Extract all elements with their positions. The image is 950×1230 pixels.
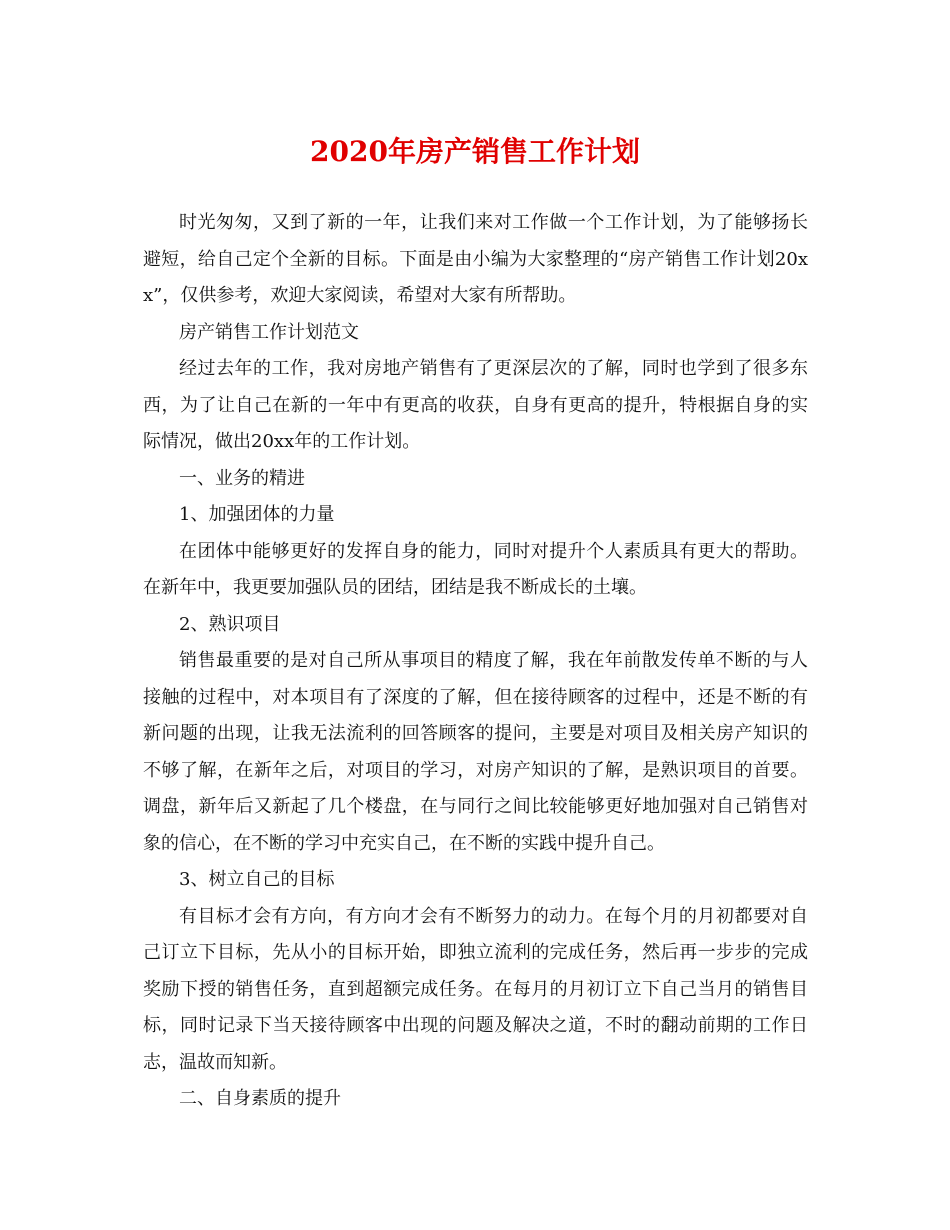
section-label-sample: 房产销售工作计划范文 (179, 321, 359, 343)
subheading-goals: 3、树立自己的目标 (179, 869, 335, 890)
document-title: 2020年房产销售工作计划 (310, 135, 640, 168)
subheading-team: 1、加强团体的力量 (179, 504, 335, 525)
section-heading-business: 一、业务的精进 (179, 467, 305, 489)
document-body (143, 205, 808, 1118)
intro-paragraph: 时光匆匆，又到了新的一年，让我们来对工作做一个工作计划，为了能够扬长避短，给自己定个全新的目标。下面是由小编为大家整理的“房产销售工作计划20xx”，仅供参考，欢迎大家阅读，希望对大家有所帮助。 (143, 212, 808, 306)
overview-paragraph: 经过去年的工作，我对房地产销售有了更深层次的了解，同时也学到了很多东西，为了让自己在新的一年中有更高的收获，自身有更高的提升，特根据自身的实际情况，做出20xx年的工作计划。 (143, 358, 808, 452)
project-paragraph: 销售最重要的是对自己所从事项目的精度了解，我在年前散发传单不断的与人接触的过程中，对本项目有了深度的了解，但在接待顾客的过程中，还是不断的有新问题的出现，让我无法流利的回答顾客的提问，主要是对项目及相关房产知识的不够了解，在新年之后，对项目的学习，对房产知识的了解，是熟识项目的首要。调盘，新年后又新起了几个楼盘，在与同行之间比较能够更好地加强对自己销售对象的信心，在不断的学习中充实自己，在不断的实践中提升自己。 (143, 650, 808, 854)
team-paragraph: 在团体中能够更好的发挥自身的能力，同时对提升个人素质具有更大的帮助。在新年中，我更要加强队员的团结，团结是我不断成长的土壤。 (143, 540, 808, 598)
section-heading-quality: 二、自身素质的提升 (179, 1088, 341, 1109)
subheading-project: 2、熟识项目 (179, 613, 281, 635)
goals-paragraph: 有目标才会有方向，有方向才会有不断努力的动力。在每个月的月初都要对自己订立下目标，先从小的目标开始，即独立流利的完成任务，然后再一步步的完成奖励下授的销售任务，直到超额完成任务。在每月的月初订立下自己当月的销售目标，同时记录下当天接待顾客中出现的问题及解决之道，不时的翻动前期的工作日志，温故而知新。 (143, 905, 808, 1073)
